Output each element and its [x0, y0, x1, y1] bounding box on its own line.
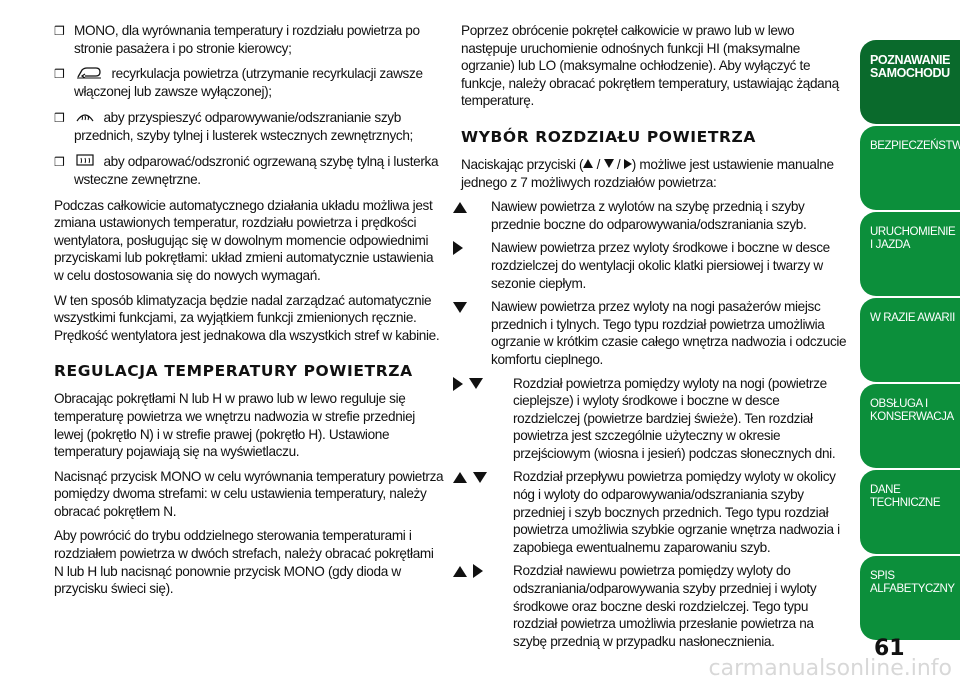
paragraph: Obracając pokrętłami N lub H w prawo lub w lewo reguluje się temperaturę powietrza we wnętrzu nadwozia w strefie przedniej lewej (pokrętło N) i w strefie prawej (pokrętło H). Ustawione temperatury pojawiają się na wyświetlaczu. [54, 391, 415, 460]
arrow-up-icon [583, 159, 593, 168]
distribution-item [461, 468, 847, 556]
chapter-tab[interactable]: POZNAWANIE SAMOCHODU [860, 40, 960, 124]
chapter-tab[interactable]: SPIS ALFABETYCZNY [860, 556, 960, 640]
distribution-text: Nawiew powietrza przez wyloty na nogi pasażerów miejsc przednich i tylnych. Tego typu rozdział powietrza umożliwia ogrzanie w krótkim czasie całego wnętrza nadwozia i odczucie komfortu cieplnego. [491, 299, 847, 367]
chapter-tab[interactable]: URUCHOMIENIE I JAZDA [860, 212, 960, 296]
lead-paragraph: Naciskając przyciski ( / / ) możliwe jest ustawienie manualne jednego z 7 możliwych rozdziałów powietrza: [461, 156, 834, 190]
bullet-recirculation [54, 65, 444, 101]
arrow-up-icon [453, 566, 467, 577]
bullet-text: aby przyspieszyć odparowywanie/odszranianie szyb przednich, szyby tylnej i lusterek wstecznych zewnętrznych; [74, 109, 413, 144]
arrow-up-icon [453, 472, 467, 483]
arrow-group [453, 298, 467, 316]
left-column [54, 22, 444, 605]
paragraph: Poprzez obrócenie pokręteł całkowicie w prawo lub w lewo następuje uruchomienie odnośnych funkcji HI (maksymalne ogrzanie) lub LO (maksymalne ochłodzenie). Aby wyłączyć te funkcje, należy obracać pokrętłem temperatury, ustawiając żądaną temperaturę. [461, 23, 839, 109]
distribution-item [461, 298, 847, 368]
paragraph: Nacisnąć przycisk MONO w celu wyrównania temperatury powietrza pomiędzy dwoma strefami: w celu ustawienia temperatury, należy obracać pokrętłem N. [54, 468, 444, 519]
page-number: 61 [874, 636, 905, 661]
rear-defrost-icon [76, 153, 94, 171]
distribution-item [461, 375, 847, 463]
arrow-group [453, 468, 487, 486]
checkbox-bullet-icon: ❒ [54, 154, 65, 169]
arrow-down-icon [604, 159, 614, 168]
paragraph: Aby powrócić do trybu oddzielnego sterowania temperaturami i rozdziałem powietrza w dwóch strefach, należy obracać pokrętłami N lub H lub nacisnąć ponownie przycisk MONO (gdy dioda w przycisku świeci się). [54, 528, 434, 597]
distribution-text: Rozdział przepływu powietrza pomiędzy wyloty w okolicy nóg i wyloty do odparowywania/odszraniania szyby przedniej i szyb bocznych przednich. Tego typu rozdział powietrza umożliwia szybkie ogrzanie wnętrza nadwozia i zapobiega ewentualnemu zaparowaniu szyb. [513, 469, 840, 555]
distribution-item [461, 562, 847, 650]
distribution-text: Rozdział nawiewu powietrza pomiędzy wyloty do odszraniania/odparowywania szyby przedniej i wyloty środkowe oraz boczne deski rozdzielczej. Tego typu rozdział powietrza umożliwia przesłanie powietrza na szybę przednią w przypadku nasłonecznienia. [513, 563, 817, 649]
arrow-right-icon [624, 159, 632, 169]
arrow-right-icon [453, 377, 463, 391]
arrow-down-icon [453, 302, 467, 313]
chapter-tab[interactable]: BEZPIECZEŃSTWO [860, 126, 960, 210]
windscreen-defrost-icon [76, 110, 94, 128]
watermark: carmanualsonline.info [708, 656, 952, 681]
arrow-up-icon [453, 202, 467, 213]
arrow-group [453, 375, 483, 393]
arrow-group [453, 198, 467, 216]
checkbox-bullet-icon: ❒ [54, 67, 65, 82]
bullet-text: recyrkulacja powietrza (utrzymanie recyrkulacji zawsze włączonej lub zawsze wyłączonej); [74, 66, 423, 100]
lead-text: ) możliwe jest ustawienie manualne jednego z 7 możliwych rozdziałów powietrza: [461, 156, 834, 190]
bullet-mono [54, 22, 444, 57]
bullet-windscreen [54, 109, 444, 145]
chapter-tabs [860, 40, 971, 642]
lead-text: Naciskając przyciski ( [461, 156, 584, 172]
recirculation-icon [76, 66, 102, 84]
arrow-group [453, 239, 463, 257]
right-column [461, 22, 847, 656]
arrow-down-icon [473, 472, 487, 483]
distribution-text: Rozdział powietrza pomiędzy wyloty na nogi (powietrze cieplejsze) i wyloty środkowe i boczne w desce rozdzielczej (powietrze bardziej świeże). Ten rozdział powietrza jest szczególnie użyteczny w okresie przejściowym (wiosna i jesień) podczas słonecznych dni. [513, 375, 836, 461]
paragraph: Podczas całkowicie automatycznego działania układu możliwa jest zmiana ustawionych temperatur, rozdziału powietrza i prędkości wentylatora, posługując się w dowolnym momencie odpowiednimi przyciskami lub pokrętłami: układ zmieni automatycznie ustawienia w celu dostosowania się do nowych wymagań. [54, 197, 434, 283]
bullet-rear-defrost [54, 153, 444, 189]
checkbox-bullet-icon: ❒ [54, 24, 65, 38]
arrow-right-icon [473, 564, 483, 578]
distribution-text: Nawiew powietrza z wylotów na szybę przednią i szyby przednie boczne do odparowywania/odszraniania szyb. [491, 199, 807, 232]
arrow-down-icon [469, 378, 483, 389]
distribution-item [461, 239, 847, 292]
bullet-text: aby odparować/odszronić ogrzewaną szybę tylną i lusterka wsteczne zewnętrzne. [74, 153, 439, 187]
distribution-list [461, 198, 847, 650]
arrow-right-icon [453, 241, 463, 255]
distribution-text: Nawiew powietrza przez wyloty środkowe i boczne w desce rozdzielczej do wentylacji okolic klatki piersiowej i twarzy w sezonie ciepłym. [491, 240, 830, 291]
bullet-text: MONO, dla wyrównania temperatury i rozdziału powietrza po stronie pasażera i po stronie kierowcy; [74, 23, 420, 56]
chapter-tab[interactable]: W RAZIE AWARII [860, 298, 960, 382]
distribution-item [461, 198, 847, 233]
arrow-group [453, 562, 483, 580]
checkbox-bullet-icon: ❒ [54, 110, 65, 125]
section-heading-air-distribution: WYBÓR ROZDZIAŁU POWIETRZA [461, 127, 756, 146]
section-heading-temperature: REGULACJA TEMPERATURY POWIETRZA [54, 362, 413, 381]
chapter-tab[interactable]: OBSŁUGA I KONSERWACJA [860, 384, 960, 468]
paragraph: W ten sposób klimatyzacja będzie nadal zarządzać automatycznie wszystkimi funkcjami, za wyjątkiem funkcji zmienionych ręcznie. Prędkość wentylatora jest jednakowa dla wszystkich stref w kabinie. [54, 292, 440, 343]
chapter-tab[interactable]: DANE TECHNICZNE [860, 470, 960, 554]
